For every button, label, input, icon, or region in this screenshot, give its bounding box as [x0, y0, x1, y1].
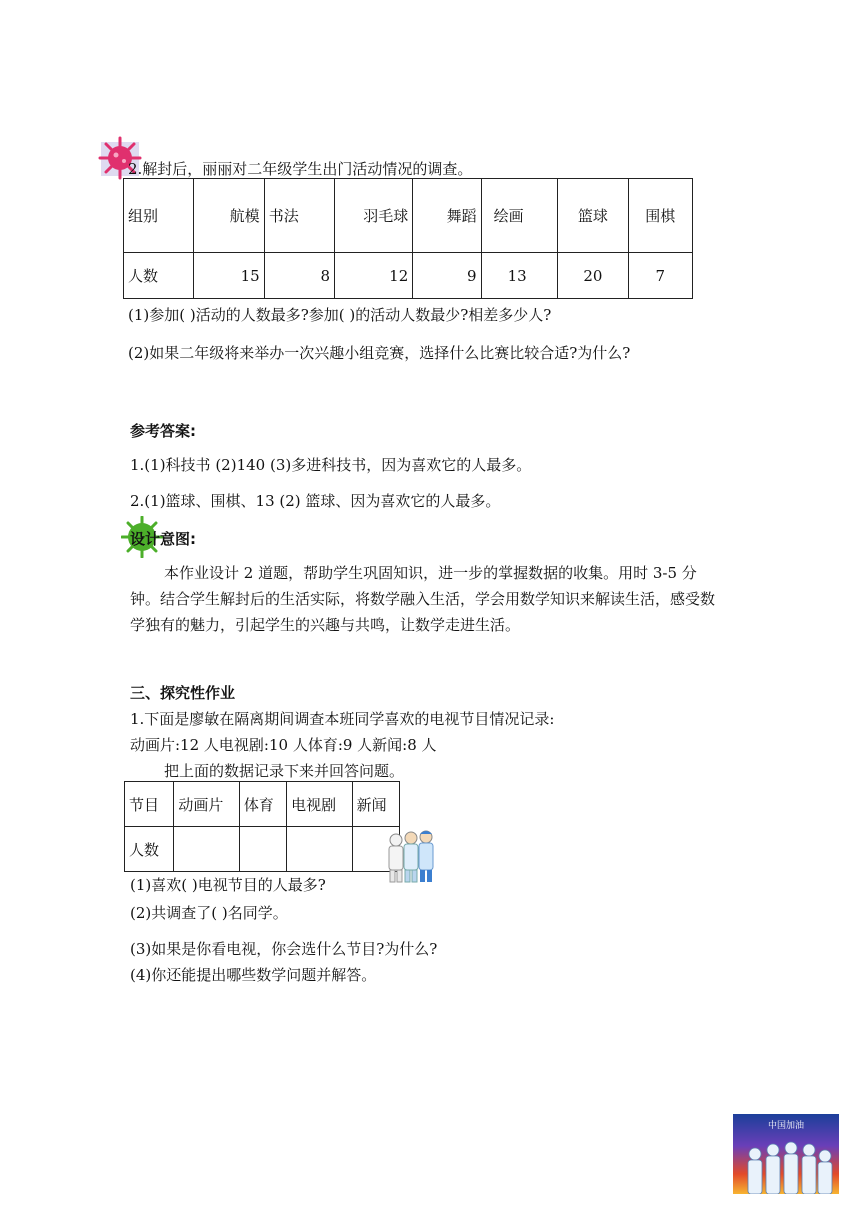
count-cell: 9	[413, 253, 481, 299]
q2-sub1: (1)参加( )活动的人数最多?参加( )的活动人数最少?相差多少人?	[128, 306, 552, 324]
count-cell: 7	[628, 253, 692, 299]
tv-program-table	[124, 781, 400, 872]
table-header-label: 节目	[125, 782, 174, 827]
table-row	[124, 253, 693, 299]
program-cell: 新闻	[352, 782, 399, 827]
china-jiayou-poster	[733, 1114, 839, 1194]
table-header-label: 组别	[124, 179, 194, 253]
empty-cell	[239, 827, 286, 872]
table-row-label: 人数	[125, 827, 174, 872]
design-body: 本作业设计 2 道题，帮助学生巩固知识，进一步的掌握数据的收集。用时 3-5 分钟。结合学生解封后的生活实际，将数学融入生活，学会用数学知识来解读生活，感受数学独有的魅力，引起学生的兴趣与共鸣，让数学走进生活。	[130, 564, 716, 634]
empty-cell	[174, 827, 239, 872]
section3-sub1: (1)喜欢( )电视节目的人最多?	[130, 876, 326, 894]
poster-figures-icon	[733, 1136, 839, 1194]
section3-q1-title: 1.下面是廖敏在隔离期间调查本班同学喜欢的电视节目情况记录:	[130, 710, 555, 728]
section3-sub4: (4)你还能提出哪些数学问题并解答。	[130, 966, 377, 984]
q2-sub2: (2)如果二年级将来举办一次兴趣小组竞赛，选择什么比赛比较合适?为什么?	[128, 344, 631, 362]
group-cell: 篮球	[558, 179, 628, 253]
group-cell: 书法	[264, 179, 334, 253]
group-cell: 舞蹈	[413, 179, 481, 253]
group-cell: 绘画	[481, 179, 558, 253]
table-row	[125, 782, 400, 827]
group-cell: 围棋	[628, 179, 692, 253]
section3-sub3: (3)如果是你看电视，你会选什么节目?为什么?	[130, 940, 438, 958]
count-cell: 20	[558, 253, 628, 299]
medical-workers-illustration	[380, 828, 442, 886]
count-cell: 12	[335, 253, 413, 299]
answers-heading: 参考答案:	[130, 422, 196, 440]
q2-title: 2.解封后，丽丽对二年级学生出门活动情况的调查。	[128, 160, 473, 178]
empty-cell	[287, 827, 352, 872]
program-cell: 动画片	[174, 782, 239, 827]
answer-1: 1.(1)科技书 (2)140 (3)多进科技书，因为喜欢它的人最多。	[130, 456, 532, 474]
instruction: 把上面的数据记录下来并回答问题。	[164, 762, 405, 780]
program-cell: 体育	[239, 782, 286, 827]
table-row	[124, 179, 693, 253]
group-cell: 航模	[194, 179, 264, 253]
table-row	[125, 827, 400, 872]
tv-record: 动画片:12 人电视剧:10 人体育:9 人新闻:8 人	[130, 736, 437, 754]
group-cell: 羽毛球	[335, 179, 413, 253]
answer-2: 2.(1)篮球、围棋、13 (2) 篮球、因为喜欢它的人最多。	[130, 492, 501, 510]
count-cell: 15	[194, 253, 264, 299]
activity-table	[123, 178, 693, 299]
table-row-label: 人数	[124, 253, 194, 299]
program-cell: 电视剧	[287, 782, 352, 827]
count-cell: 13	[481, 253, 558, 299]
design-heading: 设计意图:	[130, 530, 196, 548]
count-cell: 8	[264, 253, 334, 299]
poster-banner: 中国加油	[767, 1121, 804, 1131]
section3-heading: 三、探究性作业	[130, 684, 236, 702]
section3-sub2: (2)共调查了( )名同学。	[130, 904, 288, 922]
